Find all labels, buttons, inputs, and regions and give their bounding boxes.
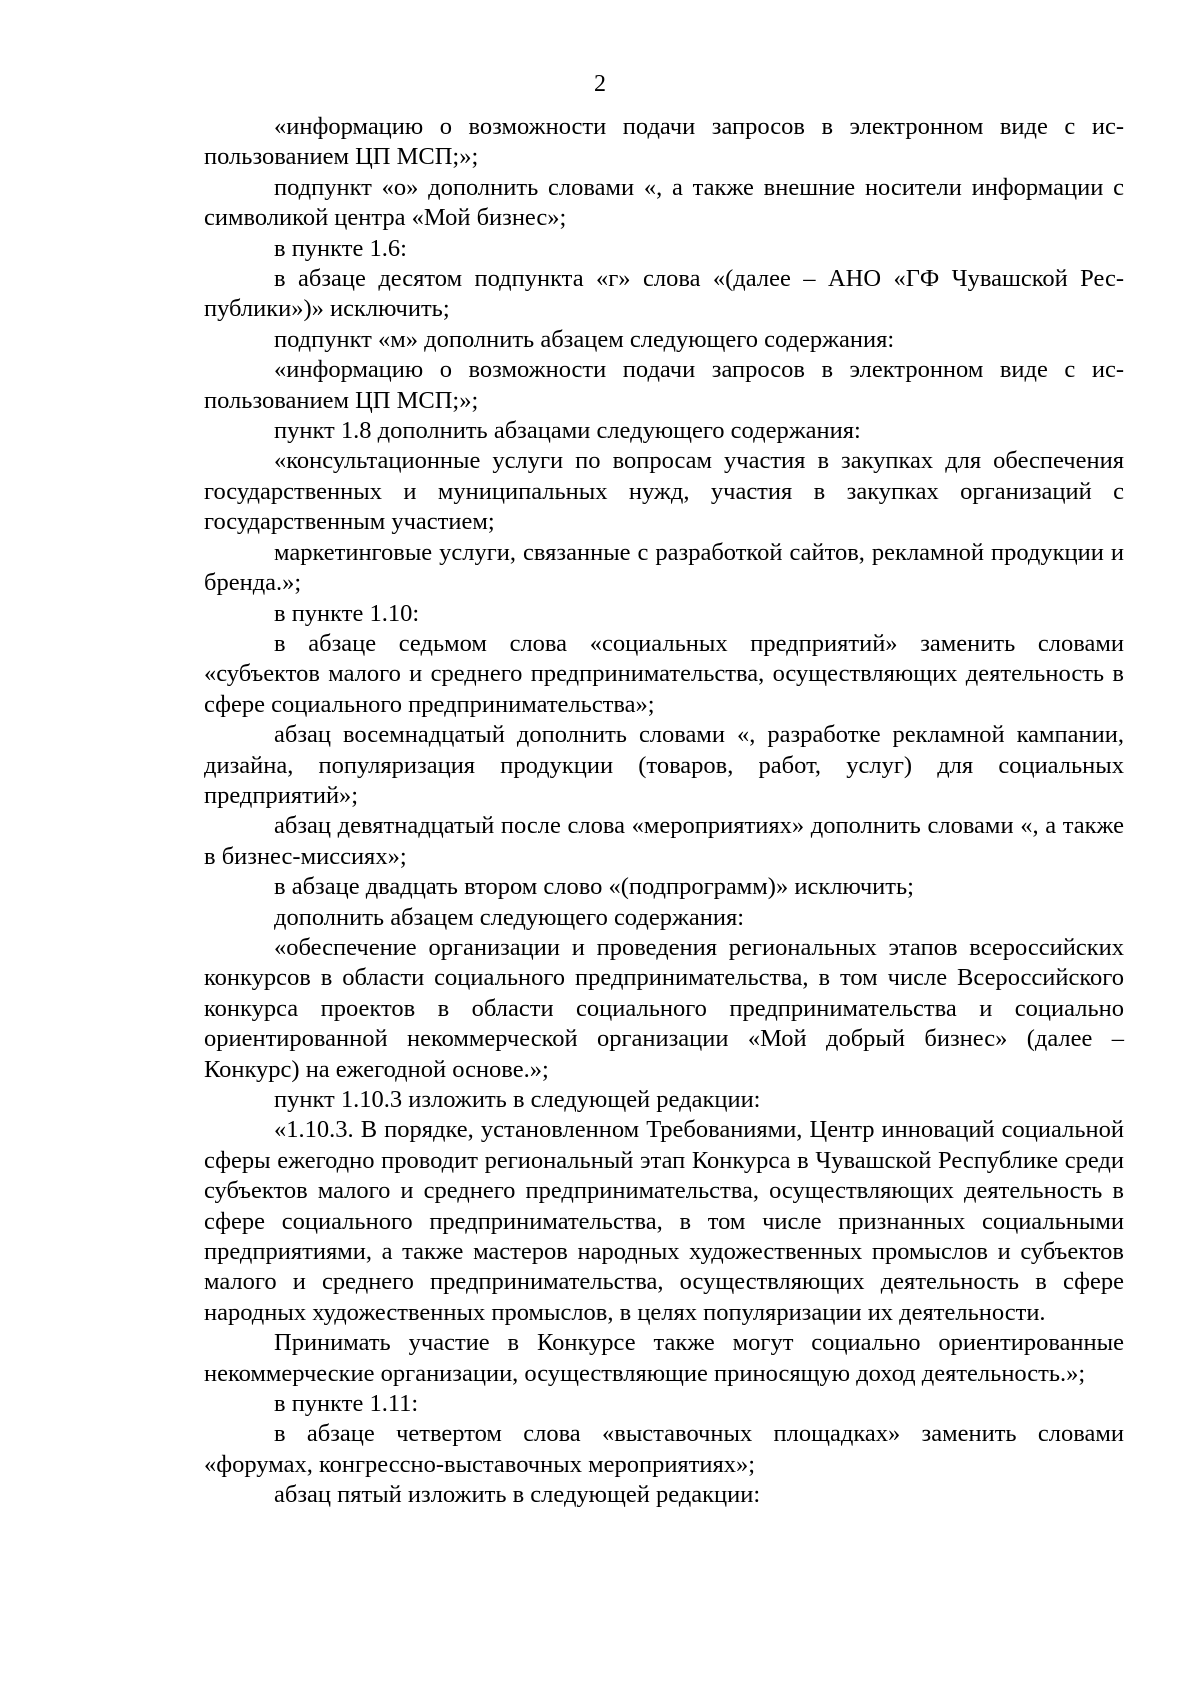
paragraph: абзац пятый изложить в следующей редакции: (274, 1481, 761, 1509)
paragraph: в пункте 1.11: (274, 1390, 419, 1418)
paragraph: пункт 1.10.3 изложить в следующей редакции: (274, 1086, 761, 1113)
paragraph: в абзаце четвертом слова «выставочных площадках» заменить словами «форумах, конгрессно-выставочных мероприятиях»; (204, 1420, 1124, 1478)
page-number: 2 (594, 71, 606, 97)
paragraph: в пункте 1.6: (274, 234, 407, 262)
paragraph: в абзаце десятом подпункта «г» слова «(далее – АНО «ГФ Чувашской Республики»)» исключить; (204, 265, 1124, 323)
paragraph: абзац девятнадцатый после слова «мероприятиях» дополнить словами «, а также в бизнес-миссиях»; (204, 812, 1124, 870)
paragraph: Принимать участие в Конкурсе также могут социально ориентированные некоммерческие организации, осуществляющие приносящую доход деятельность.»; (204, 1329, 1124, 1387)
paragraph: подпункт «о» дополнить словами «, а также внешние носители информации с символикой центра «Мой бизнес»; (204, 173, 1124, 232)
paragraph: «консультационные услуги по вопросам участия в закупках для обеспечения государственных и муниципальных нужд, участия в закупках организаций с государственным участием; (204, 447, 1124, 536)
paragraph: подпункт «м» дополнить абзацем следующего содержания: (274, 325, 895, 353)
document-body (204, 112, 1124, 1511)
paragraph: маркетинговые услуги, связанные с разработкой сайтов, рекламной продукции и бренда.»; (204, 538, 1124, 597)
paragraph: дополнить абзацем следующего содержания: (274, 903, 745, 931)
paragraph: «информацию о возможности подачи запросов в электронном виде с использованием ЦП МСП;»; (204, 356, 1124, 414)
paragraph: в абзаце двадцать втором слово «(подпрограмм)» исключить; (274, 873, 914, 901)
paragraph: в пункте 1.10: (274, 599, 420, 627)
paragraph: «1.10.3. В порядке, установленном Требованиями, Центр инноваций социальной сферы ежегодно проводит региональный этап Конкурса в Чувашской Республике среди субъектов малого и среднего предпринимательства, осуществляющих деятельность в сфере социального предпринимательства, в том числе признанных социальными предприятиями, а также мастеров народных художественных промыслов и субъектов малого и среднего предпринимательства, осуществляющих деятельность в сфере народных художественных промыслов, в целях популяризации их деятельности. (204, 1116, 1124, 1326)
paragraph: пункт 1.8 дополнить абзацами следующего содержания: (274, 417, 861, 445)
paragraph: в абзаце седьмом слова «социальных предприятий» заменить словами «субъектов малого и среднего предпринимательства, осуществляющих деятельность в сфере социального предпринимательства»; (204, 629, 1124, 718)
paragraph: «информацию о возможности подачи запросов в электронном виде с использованием ЦП МСП;»; (204, 113, 1124, 171)
paragraph: «обеспечение организации и проведения региональных этапов всероссийских конкурсов в области социального предпринимательства, в том числе Всероссийского конкурса проектов в области социального предпринимательства и социально ориентированной некоммерческой организации «Мой добрый бизнес» (далее – Конкурс) на ежегодной основе.»; (204, 933, 1124, 1083)
paragraph: абзац восемнадцатый дополнить словами «, разработке рекламной кампании, дизайна, популяризация продукции (товаров, работ, услуг) для социальных предприятий»; (204, 721, 1124, 809)
